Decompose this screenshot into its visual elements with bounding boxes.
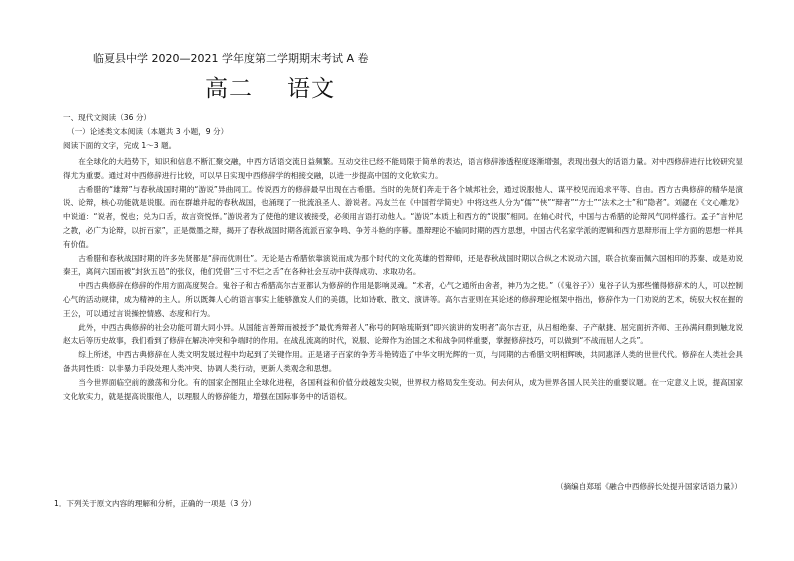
question-1: 1．下列关于原文内容的理解和分析，正确的一项是（3 分） [54,499,256,508]
passage-paragraph: 此外，中西古典修辞的社会功能可谓大同小异。从国能言善辩而被授予“最优秀辩者人”称号的阿啥琉斯到“即兴演讲的发明者”高尔吉亚，从吕相绝秦、子产献捷、屈完面折齐师、王孙满问鼎到触龙说赵太后等历史故事，我们看到了修辞在解决冲突和争端时的作用。在战乱流离的时代，说服、论辩作为治国之术和战争同样重要，掌握修辞技巧，可以做到“不战而屈人之兵”。 [63,322,743,346]
passage-paragraph: 在全球化的大趋势下，知识和信息不断汇聚交融，中西方话语交流日益频繁。互动交往已经不能局限于简单的表达，语言修辞渗透程度逐渐增强，表现出强大的话语力量。对中西修辞进行比较研究显得尤为重要。通过对中西修辞进行比较，可以早日实现中西修辞学的相接交融，以进一步提高中国的文化软实力。 [63,157,743,180]
passage-paragraph: 中西古典修辞在修辞的作用方面高度契合。鬼谷子和古希腊高尔吉亚都认为修辞的作用是影响灵魂。“术者，心气之通所由舍者，神乃为之使。”（《鬼谷子》）鬼谷子认为那些懂得修辞术的人，可以控制心气的活动规律，成为精神的主人。所以既舞人心的语言事实上能够激发人们的美德，比如诗歌、散文、演讲等。高尔吉亚则在其论述的修辞理论框架中指出，修辞作为一门劝说的艺术，统驭大权在握的王公，可以通过言说操控情感、态度和行为。 [63,281,743,318]
passage [63,155,743,403]
subject-label: 语文 [287,76,335,102]
grade-label: 高二 [205,76,253,102]
section-heading: 一、现代文阅读（36 分） [63,113,152,122]
exam-header-title: 临夏县中学 2020—2021 学年度第二学期期末考试 A 卷 [93,52,369,65]
source-citation: （摘编自郑瑶《融合中西修辞长处提升国家话语力量》） [555,482,742,491]
passage-paragraph: 古希腊的“雄辩”与春秋战国时期的“游说”异曲同工。传说西方的修辞最早出现在古希腊。当时的先贤们奔走于各个城邦社会，通过说服他人、谋平校见而追求平等、自由。西方古典修辞的精华是演说、论辩，核心功能就是说服。而在群雄并起的春秋战国，也涌现了一批流浪圣人、游说者。冯友兰在《中国哲学简史》中将这些人分为“儒”“侠”“辩者”“方士”“法术之士”和“隐者”。刘勰在《文心雕龙》中说道：“说者，悦也；兑为口舌，故言资悦怿。”游说者为了使他的建议被接受，必须用言语打动他人。“游说”本质上和西方的“说服”相同。在轴心时代，中国与古希腊的论辩风气同样盛行。孟子“言仲尼之教，必广为论辩，以折百家”，正是微墨之辩，揭开了春秋战国时期各流派百家争鸣、争芳斗艳的序幕。墨辩理论不输同时期的西方思想，中国古代名家学派的逻辑和西方思辩形而上学方面的思想一样具有价值。 [63,184,743,249]
passage-paragraph: 古希腊和春秋战国时期的许多先贤都是“辞而优则仕”。无论是古希腊依靠演说而成为那个时代的文化英雄的哲辩师，还是春秋战国时期以合纵之术说动六国，联合抗秦而佩六国相印的苏秦、或是劝说秦王，离间六国而被“封狄五邑”的张仪，他们凭借“三寸不烂之舌”在各种社会互动中获得成功、求取功名。 [63,253,743,277]
subsection-heading: （一）论述类文本阅读（本题共 3 小题，9 分） [67,127,229,136]
reading-instruction: 阅读下面的文字，完成 1～3 题。 [63,141,177,150]
passage-paragraph: 综上所述，中西古典修辞在人类文明发展过程中均起到了关键作用。正是诸子百家的争芳斗艳铸造了中华文明光辉的一页，与同期的古希腊文明相辉映，共同惠泽人类的世世代代。修辞在人类社会具备共同性质：以非暴力手段处理人类冲突、协调人类行动，更新人类观念和思想。 [63,350,743,373]
page-title [205,70,335,103]
passage-paragraph: 当今世界面临空前的激荡和分化。有的国家企图阻止全球化进程，各国利益和价值分歧越发尖锐，世界权力格局发生变动。何去何从，成为世界各国人民关注的重要议题。在一定意义上说，提高国家文化软实力，就是提高说服他人，以理服人的修辞能力，增强在国际事务中的话语权。 [63,377,743,401]
